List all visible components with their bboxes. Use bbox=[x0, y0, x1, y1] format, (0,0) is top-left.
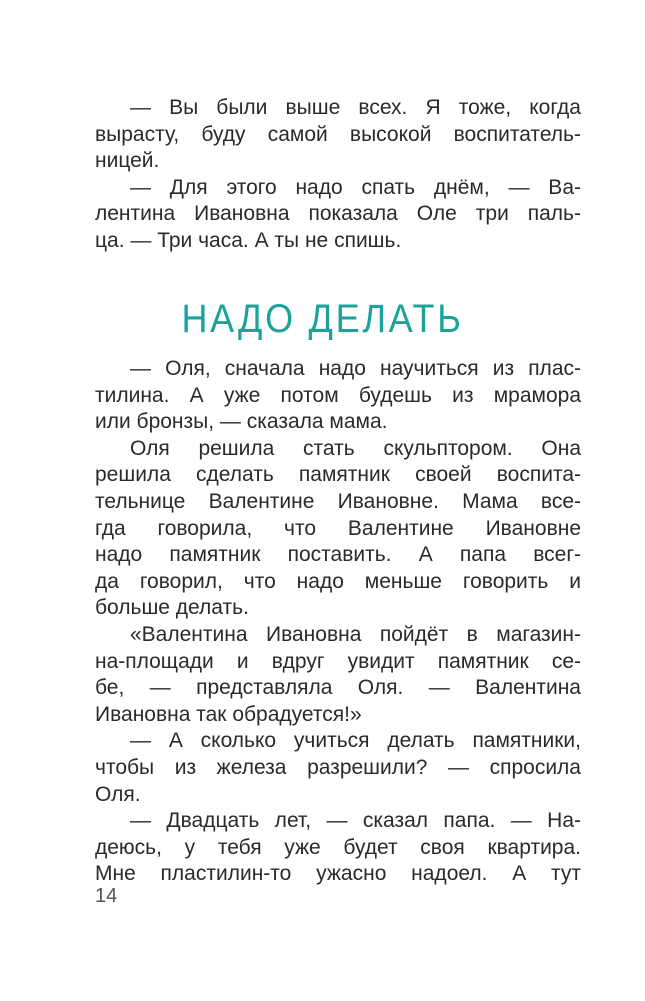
text-line: Ивановна так обрадуется!» bbox=[95, 702, 362, 726]
text-line: ца. — Три часа. А ты не спишь. bbox=[95, 228, 402, 252]
text-line: тельнице Валентине Ивановне. Мама все- bbox=[95, 489, 581, 513]
text-line: «Валентина Ивановна пойдёт в магазин- bbox=[130, 622, 581, 646]
text-line: Оля решила стать скульптором. Она bbox=[130, 436, 581, 460]
text-line: бе, — представляла Оля. — Валентина bbox=[95, 676, 581, 700]
text-line: — Вы были выше всех. Я тоже, когда bbox=[130, 96, 581, 119]
text-line: больше делать. bbox=[95, 596, 249, 620]
text-block-main bbox=[95, 356, 581, 888]
chapter-heading: НАДО ДЕЛАТЬ bbox=[181, 297, 464, 341]
text-block-top bbox=[95, 95, 581, 255]
text-line: гда говорила, что Валентине Ивановне bbox=[95, 516, 581, 540]
text-line: решила сделать памятник своей воспита- bbox=[95, 463, 581, 487]
text-line: или бронзы, — сказала мама. bbox=[95, 410, 388, 434]
text-line: ницей. bbox=[95, 149, 160, 173]
text-line: надо памятник поставить. А папа всег- bbox=[95, 543, 581, 567]
text-line: тилина. А уже потом будешь из мрамора bbox=[95, 383, 581, 407]
text-line: Мне пластилин-то ужасно надоел. А тут bbox=[95, 862, 581, 886]
text-line: — Двадцать лет, — сказал папа. — На- bbox=[130, 809, 581, 833]
text-line: деюсь, у тебя уже будет своя квартира. bbox=[95, 835, 581, 859]
text-line: Оля. bbox=[95, 782, 141, 806]
text-line: чтобы из железа разрешили? — спросила bbox=[95, 755, 581, 779]
text-line: лентина Ивановна показала Оле три паль- bbox=[95, 202, 581, 226]
page-number: 14 bbox=[95, 885, 118, 907]
text-line: на-площади и вдруг увидит памятник се- bbox=[95, 649, 581, 673]
text-line: — Оля, сначала надо научиться из плас- bbox=[130, 357, 581, 380]
text-line: — А сколько учиться делать памятники, bbox=[130, 729, 581, 753]
text-line: — Для этого надо спать днём, — Ва- bbox=[130, 175, 581, 199]
text-line: да говорил, что надо меньше говорить и bbox=[95, 569, 581, 593]
text-line: вырасту, буду самой высокой воспитатель- bbox=[95, 122, 581, 146]
